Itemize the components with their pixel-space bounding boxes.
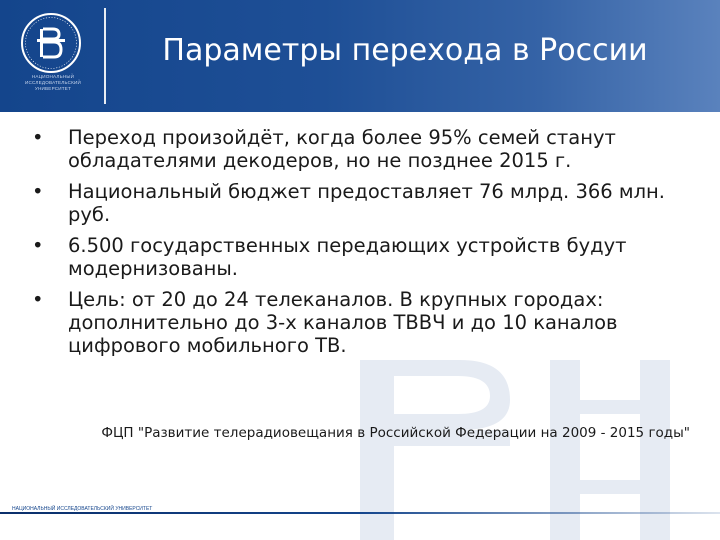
- bullet-text: Переход произойдёт, когда более 95% семей станут обладателями декодеров, но не позднее 2015 г.: [68, 126, 616, 172]
- bullet-marker: •: [32, 126, 44, 149]
- bullet-item: [30, 180, 690, 226]
- bullet-item: [30, 234, 690, 280]
- footer-logo-caption: НАЦИОНАЛЬНЫЙ ИССЛЕДОВАТЕЛЬСКИЙ УНИВЕРСИТЕТ: [12, 506, 153, 512]
- bullet-text: Национальный бюджет предоставляет 76 млрд. 366 млн. руб.: [68, 180, 665, 226]
- logo-caption: НАЦИОНАЛЬНЫЙ ИССЛЕДОВАТЕЛЬСКИЙ УНИВЕРСИТЕТ: [25, 74, 81, 91]
- bullet-marker: •: [32, 180, 44, 203]
- header-bottom-shield: [0, 112, 720, 120]
- bullet-text: Цель: от 20 до 24 телеканалов. В крупных городах: дополнительно до 3-х каналов ТВВЧ и до 10 каналов цифрового мобильного ТВ.: [68, 288, 618, 357]
- header-band: [0, 0, 720, 118]
- bullet-list: [30, 126, 690, 365]
- slide-title: Параметры перехода в России: [162, 33, 648, 68]
- bullet-item: [30, 288, 690, 357]
- hse-emblem-icon: [20, 12, 82, 74]
- footer-logo-icon: [10, 498, 190, 538]
- bullet-marker: •: [32, 234, 44, 257]
- source-note: ФЦП "Развитие телерадиовещания в Российской Федерации на 2009 - 2015 годы": [101, 425, 690, 441]
- bullet-item: [30, 126, 690, 172]
- bullet-marker: •: [32, 288, 44, 311]
- bullet-text: 6.500 государственных передающих устройств будут модернизованы.: [68, 234, 627, 280]
- header-divider: [104, 8, 106, 104]
